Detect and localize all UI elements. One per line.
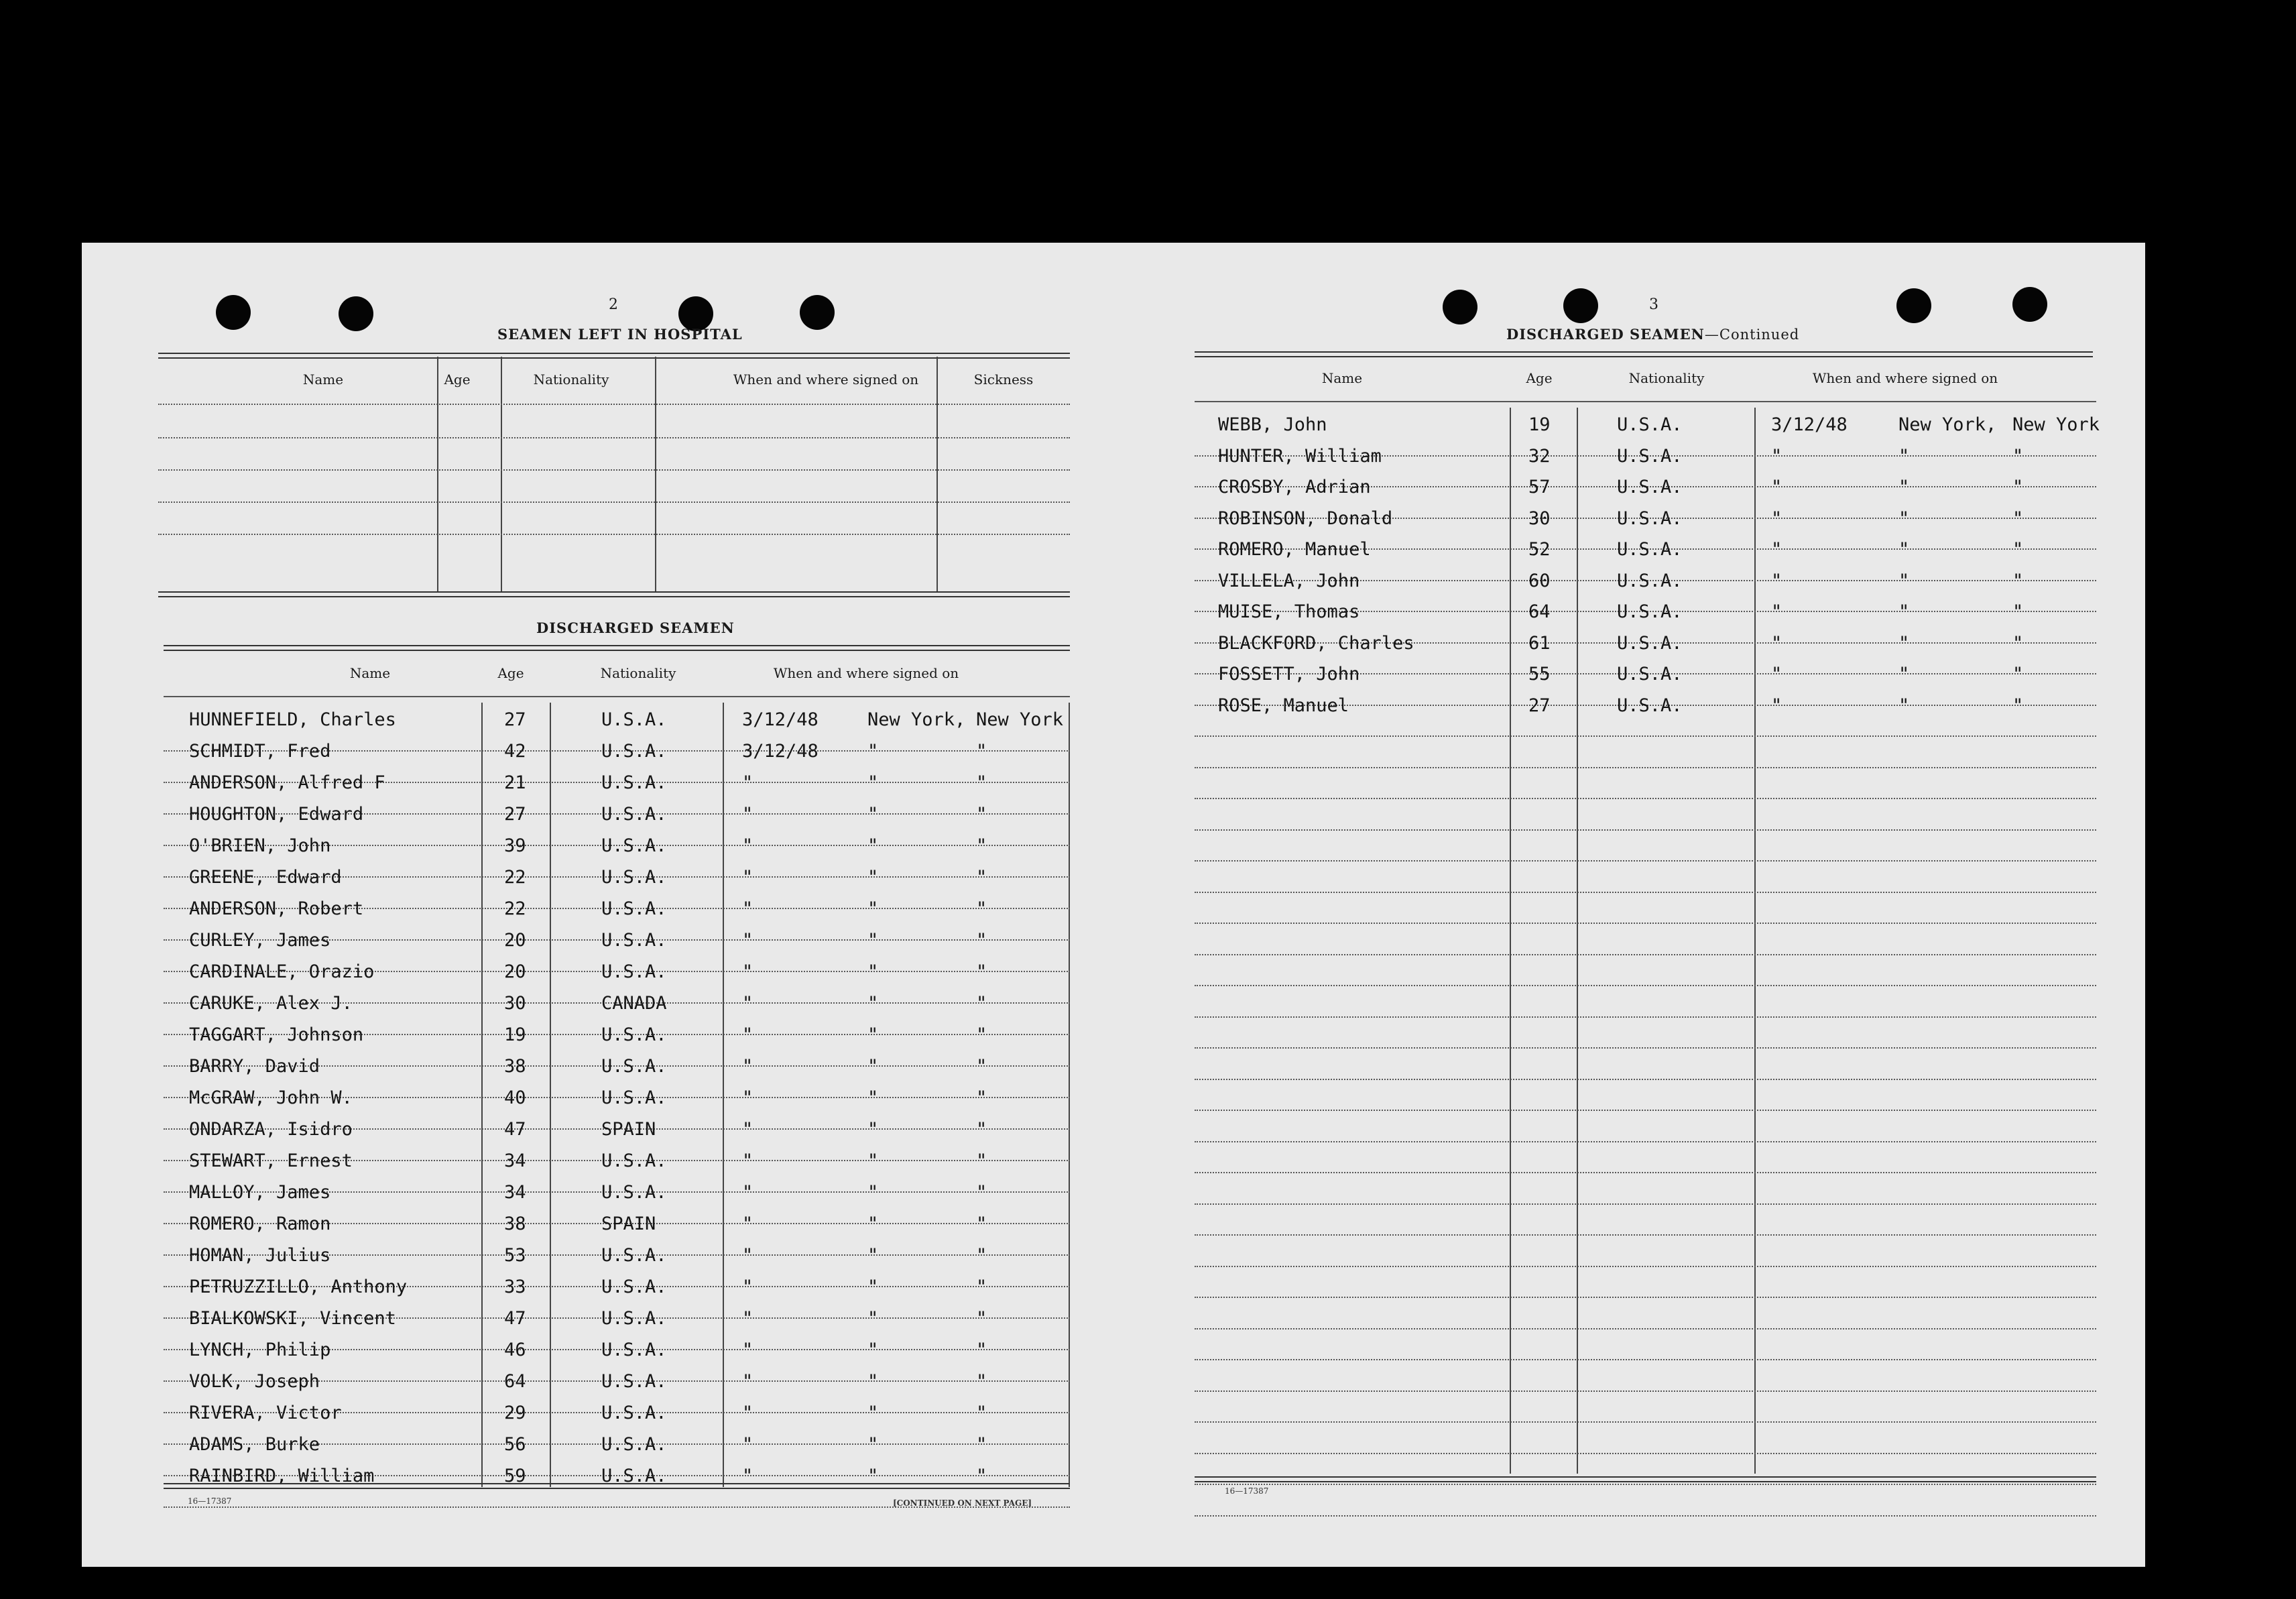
seaman-name: MUISE, Thomas (1218, 601, 1360, 622)
seaman-name: ROSE, Manuel (1218, 695, 1349, 716)
signed-on-place: " (867, 835, 879, 856)
seaman-nationality: U.S.A. (1617, 601, 1683, 622)
seaman-nationality: U.S.A. (601, 804, 667, 825)
seaman-name: BIALKOWSKI, Vincent (189, 1308, 396, 1329)
seaman-nationality: U.S.A. (1617, 445, 1683, 467)
seaman-name: CARUKE, Alex J. (189, 993, 353, 1014)
seaman-nationality: U.S.A. (601, 1024, 667, 1045)
double-rule (158, 353, 1070, 359)
signed-on-place-2: " (976, 1056, 987, 1077)
column-divider (1510, 408, 1511, 1474)
signed-on-date: " (742, 835, 753, 856)
signed-on-place: " (1898, 601, 1910, 622)
signed-on-place: " (867, 1466, 879, 1486)
signed-on-date: " (1771, 445, 1783, 467)
row-line (1195, 1266, 2096, 1267)
signed-on-date: " (742, 1182, 753, 1203)
seaman-name: RIVERA, Victor (189, 1403, 342, 1423)
signed-on-place: " (1898, 539, 1910, 560)
signed-on-place-2: " (976, 1466, 987, 1486)
double-rule (164, 645, 1070, 651)
column-divider (1577, 408, 1578, 1474)
seaman-age: 34 (504, 1182, 526, 1203)
seaman-age: 53 (504, 1245, 526, 1266)
signed-on-date: " (1771, 477, 1783, 497)
seaman-nationality: CANADA (601, 993, 667, 1014)
continued-header-name: Name (1321, 370, 1363, 386)
seaman-age: 47 (504, 1308, 526, 1329)
punch-hole (1443, 290, 1477, 324)
seaman-nationality: U.S.A. (601, 898, 667, 919)
seaman-age: 20 (504, 961, 526, 982)
row-line (1195, 1110, 2096, 1111)
column-divider (936, 357, 938, 591)
form-number: 16—17387 (188, 1496, 232, 1506)
signed-on-date: " (742, 1371, 753, 1392)
seaman-nationality: SPAIN (601, 1213, 656, 1234)
seaman-age: 27 (504, 709, 526, 730)
seaman-age: 47 (504, 1119, 526, 1140)
seaman-name: ANDERSON, Robert (189, 898, 364, 919)
seaman-nationality: U.S.A. (601, 835, 667, 856)
seaman-age: 22 (504, 898, 526, 919)
signed-on-place: New York, (867, 709, 966, 730)
row-line (1195, 923, 2096, 924)
signed-on-place: " (867, 1434, 879, 1455)
header-underline (164, 696, 1070, 697)
document-page (82, 243, 2145, 1567)
seaman-name: BARRY, David (189, 1056, 320, 1077)
seaman-age: 38 (504, 1056, 526, 1077)
seaman-age: 27 (1528, 695, 1551, 716)
seaman-name: ANDERSON, Alfred F (189, 772, 385, 793)
signed-on-place-2: " (2012, 508, 2024, 529)
seaman-name: CARDINALE, Orazio (189, 961, 375, 982)
row-line (1195, 954, 2096, 955)
seaman-name: ROMERO, Ramon (189, 1213, 331, 1234)
seaman-name: HUNTER, William (1218, 445, 1382, 467)
row-line (1195, 1453, 2096, 1454)
signed-on-date: " (742, 1434, 753, 1455)
continued-title-suffix: —Continued (1704, 327, 1800, 343)
seaman-age: 34 (504, 1150, 526, 1171)
hospital-header-signed-on: When and where signed on (733, 371, 919, 388)
signed-on-place: " (867, 1182, 879, 1203)
row-line (1195, 798, 2096, 799)
signed-on-place: " (867, 1119, 879, 1140)
signed-on-place-2: " (976, 930, 987, 951)
double-rule (158, 591, 1070, 597)
row-line (1195, 829, 2096, 831)
row-line (1195, 1390, 2096, 1392)
signed-on-place: " (867, 1308, 879, 1329)
seaman-nationality: U.S.A. (1617, 664, 1683, 685)
seaman-nationality: U.S.A. (1617, 539, 1683, 560)
signed-on-place: " (867, 741, 879, 762)
signed-on-date: " (742, 1466, 753, 1486)
double-rule (1195, 1476, 2096, 1482)
signed-on-date: " (742, 993, 753, 1014)
seaman-age: 42 (504, 741, 526, 762)
seaman-nationality: U.S.A. (1617, 632, 1683, 654)
signed-on-place-2: " (2012, 664, 2024, 685)
signed-on-place-2: " (976, 1245, 987, 1266)
signed-on-date: " (742, 1150, 753, 1171)
seaman-age: 29 (504, 1403, 526, 1423)
signed-on-place: " (867, 1245, 879, 1266)
column-divider (723, 703, 724, 1487)
signed-on-date: " (1771, 664, 1783, 685)
discharged-header-signed-on: When and where signed on (773, 665, 959, 681)
seaman-name: LYNCH, Philip (189, 1340, 331, 1360)
row-line (1195, 1515, 2096, 1517)
row-line (1195, 985, 2096, 986)
page-number: 2 (609, 296, 618, 313)
column-divider (550, 703, 551, 1487)
signed-on-place: " (867, 1150, 879, 1171)
row-line (1195, 1079, 2096, 1080)
seaman-name: ADAMS, Burke (189, 1434, 320, 1455)
signed-on-date: " (1771, 632, 1783, 654)
seaman-name: STEWART, Ernest (189, 1150, 353, 1171)
seaman-name: VILLELA, John (1218, 570, 1360, 591)
signed-on-date: " (742, 1245, 753, 1266)
signed-on-date: " (1771, 601, 1783, 622)
row-line (1195, 1172, 2096, 1173)
seaman-name: RAINBIRD, William (189, 1466, 375, 1486)
signed-on-date: 3/12/48 (1771, 414, 1848, 435)
continued-header-age: Age (1526, 370, 1553, 386)
signed-on-place: " (867, 1087, 879, 1108)
row-line (1195, 1359, 2096, 1360)
signed-on-place-2: " (976, 1434, 987, 1455)
signed-on-date: " (742, 1340, 753, 1360)
signed-on-place: " (867, 1056, 879, 1077)
column-divider (501, 357, 502, 591)
seaman-age: 30 (1528, 508, 1551, 529)
signed-on-date: " (742, 867, 753, 888)
signed-on-date: " (742, 1403, 753, 1423)
seaman-name: McGRAW, John W. (189, 1087, 353, 1108)
hospital-section-title: SEAMEN LEFT IN HOSPITAL (497, 326, 743, 343)
signed-on-place: " (1898, 445, 1910, 467)
signed-on-place-2: " (976, 1119, 987, 1140)
seaman-name: ROBINSON, Donald (1218, 508, 1393, 529)
signed-on-place: " (867, 1403, 879, 1423)
signed-on-place: " (867, 1371, 879, 1392)
signed-on-place-2: " (976, 1182, 987, 1203)
form-number: 16—17387 (1225, 1486, 1269, 1496)
signed-on-place-2: " (976, 772, 987, 793)
signed-on-place-2: " (976, 867, 987, 888)
seaman-name: GREENE, Edward (189, 867, 342, 888)
double-rule (164, 1483, 1070, 1489)
signed-on-place-2: " (976, 993, 987, 1014)
signed-on-place: " (867, 1024, 879, 1045)
signed-on-place-2: " (976, 1308, 987, 1329)
continued-note: [CONTINUED ON NEXT PAGE] (893, 1498, 1032, 1508)
signed-on-place-2: " (976, 741, 987, 762)
row-line (1195, 1016, 2096, 1018)
row-line (1195, 1297, 2096, 1298)
signed-on-date: " (1771, 539, 1783, 560)
seaman-name: CROSBY, Adrian (1218, 477, 1371, 497)
seaman-age: 64 (1528, 601, 1551, 622)
signed-on-date: " (742, 930, 753, 951)
seaman-nationality: U.S.A. (1617, 570, 1683, 591)
seaman-name: PETRUZZILLO, Anthony (189, 1277, 408, 1297)
seaman-age: 20 (504, 930, 526, 951)
hospital-row-line (158, 534, 1070, 535)
discharged-header-name: Name (349, 665, 391, 681)
seaman-nationality: U.S.A. (1617, 477, 1683, 497)
seaman-nationality: U.S.A. (1617, 508, 1683, 529)
row-line (1195, 1141, 2096, 1142)
seaman-nationality: U.S.A. (601, 1150, 667, 1171)
signed-on-date: " (742, 1056, 753, 1077)
hospital-header-age: Age (444, 371, 471, 388)
hospital-row-line (158, 501, 1070, 503)
seaman-age: 46 (504, 1340, 526, 1360)
seaman-nationality: U.S.A. (601, 1245, 667, 1266)
signed-on-place: " (867, 930, 879, 951)
seaman-nationality: U.S.A. (601, 1182, 667, 1203)
seaman-name: HOMAN, Julius (189, 1245, 331, 1266)
signed-on-place-2: " (976, 961, 987, 982)
seaman-age: 19 (504, 1024, 526, 1045)
signed-on-place-2: " (2012, 445, 2024, 467)
seaman-nationality: SPAIN (601, 1119, 656, 1140)
signed-on-place-2: " (976, 1024, 987, 1045)
seaman-age: 56 (504, 1434, 526, 1455)
page-number: 3 (1649, 296, 1658, 313)
seaman-name: HOUGHTON, Edward (189, 804, 364, 825)
signed-on-date: " (1771, 570, 1783, 591)
signed-on-place-2: New York (976, 709, 1064, 730)
seaman-name: O'BRIEN, John (189, 835, 331, 856)
header-underline (1195, 401, 2096, 402)
signed-on-date: " (742, 961, 753, 982)
signed-on-date: " (742, 1308, 753, 1329)
signed-on-date: " (742, 898, 753, 919)
signed-on-date: " (1771, 695, 1783, 716)
seaman-age: 60 (1528, 570, 1551, 591)
seaman-age: 32 (1528, 445, 1551, 467)
row-line (1195, 860, 2096, 862)
signed-on-date: " (742, 1277, 753, 1297)
signed-on-date: " (742, 804, 753, 825)
signed-on-date: " (742, 772, 753, 793)
seaman-nationality: U.S.A. (601, 772, 667, 793)
hospital-row-line (158, 469, 1070, 471)
signed-on-place: " (1898, 477, 1910, 497)
seaman-name: BLACKFORD, Charles (1218, 632, 1414, 654)
row-line (1195, 1203, 2096, 1205)
signed-on-place: " (1898, 632, 1910, 654)
discharged-header-age: Age (497, 665, 524, 681)
continued-section-title (1506, 326, 1799, 343)
signed-on-place-2: " (976, 1277, 987, 1297)
seaman-nationality: U.S.A. (601, 1434, 667, 1455)
signed-on-place-2: " (2012, 539, 2024, 560)
seaman-nationality: U.S.A. (601, 709, 667, 730)
row-line (1195, 1047, 2096, 1049)
punch-hole (2012, 287, 2047, 322)
punch-hole (1896, 288, 1931, 323)
seaman-age: 40 (504, 1087, 526, 1108)
seaman-nationality: U.S.A. (601, 1340, 667, 1360)
column-divider (481, 703, 483, 1487)
signed-on-place-2: " (976, 1403, 987, 1423)
seaman-age: 64 (504, 1371, 526, 1392)
double-rule (1195, 351, 2093, 357)
continued-header-nationality: Nationality (1628, 370, 1705, 386)
seaman-nationality: U.S.A. (601, 1087, 667, 1108)
continued-header-signed-on: When and where signed on (1812, 370, 1998, 386)
seaman-name: CURLEY, James (189, 930, 331, 951)
hospital-header-nationality: Nationality (533, 371, 609, 388)
signed-on-place-2: " (2012, 695, 2024, 716)
row-line (1195, 1421, 2096, 1423)
seaman-nationality: U.S.A. (601, 1371, 667, 1392)
seaman-name: ONDARZA, Isidro (189, 1119, 353, 1140)
column-divider (655, 357, 656, 591)
seaman-name: ROMERO, Manuel (1218, 539, 1371, 560)
seaman-name: HUNNEFIELD, Charles (189, 709, 396, 730)
row-line (1195, 1234, 2096, 1236)
discharged-section-title: DISCHARGED SEAMEN (536, 619, 735, 636)
seaman-nationality: U.S.A. (601, 961, 667, 982)
hospital-row-line (158, 404, 1070, 405)
signed-on-place: " (1898, 664, 1910, 685)
hospital-header-name: Name (302, 371, 344, 388)
signed-on-place: " (1898, 508, 1910, 529)
signed-on-place: " (867, 804, 879, 825)
signed-on-place-2: " (976, 835, 987, 856)
seaman-age: 61 (1528, 632, 1551, 654)
signed-on-place-2: " (976, 804, 987, 825)
signed-on-date: " (1771, 508, 1783, 529)
signed-on-place-2: " (2012, 632, 2024, 654)
seaman-name: SCHMIDT, Fred (189, 741, 331, 762)
signed-on-place: " (867, 898, 879, 919)
punch-hole (1563, 288, 1598, 323)
signed-on-date: " (742, 1024, 753, 1045)
signed-on-place: " (867, 1213, 879, 1234)
row-line (1195, 735, 2096, 737)
seaman-nationality: U.S.A. (601, 930, 667, 951)
seaman-nationality: U.S.A. (601, 1403, 667, 1423)
punch-hole (800, 295, 835, 330)
signed-on-place-2: " (976, 898, 987, 919)
signed-on-place: " (867, 1277, 879, 1297)
signed-on-date: 3/12/48 (742, 741, 819, 762)
seaman-age: 21 (504, 772, 526, 793)
signed-on-place: " (867, 772, 879, 793)
punch-hole (216, 295, 251, 330)
signed-on-place-2: " (2012, 601, 2024, 622)
row-line (1195, 892, 2096, 893)
seaman-nationality: U.S.A. (601, 1308, 667, 1329)
seaman-age: 55 (1528, 664, 1551, 685)
column-divider (437, 357, 438, 591)
seaman-name: MALLOY, James (189, 1182, 331, 1203)
seaman-age: 57 (1528, 477, 1551, 497)
seaman-age: 22 (504, 867, 526, 888)
signed-on-place: " (867, 867, 879, 888)
signed-on-place-2: " (976, 1150, 987, 1171)
signed-on-place-2: " (2012, 570, 2024, 591)
column-divider (1069, 703, 1070, 1487)
continued-title-main: DISCHARGED SEAMEN (1506, 326, 1705, 343)
seaman-name: TAGGART, Johnson (189, 1024, 364, 1045)
seaman-nationality: U.S.A. (1617, 414, 1683, 435)
seaman-name: WEBB, John (1218, 414, 1327, 435)
seaman-name: VOLK, Joseph (189, 1371, 320, 1392)
discharged-header-nationality: Nationality (600, 665, 676, 681)
signed-on-place: " (867, 961, 879, 982)
seaman-age: 38 (504, 1213, 526, 1234)
signed-on-place-2: " (976, 1371, 987, 1392)
seaman-nationality: U.S.A. (601, 1466, 667, 1486)
signed-on-place-2: " (976, 1340, 987, 1360)
signed-on-place: " (867, 1340, 879, 1360)
punch-hole (339, 296, 373, 331)
seaman-age: 52 (1528, 539, 1551, 560)
signed-on-place: " (1898, 570, 1910, 591)
seaman-age: 33 (504, 1277, 526, 1297)
hospital-header-sickness: Sickness (973, 371, 1034, 388)
row-line (1195, 767, 2096, 768)
signed-on-date: " (742, 1087, 753, 1108)
seaman-age: 30 (504, 993, 526, 1014)
signed-on-place-2: " (976, 1087, 987, 1108)
signed-on-place: New York, (1898, 414, 1997, 435)
seaman-age: 39 (504, 835, 526, 856)
signed-on-place: " (867, 993, 879, 1014)
signed-on-place-2: " (976, 1213, 987, 1234)
hospital-row-line (158, 437, 1070, 438)
signed-on-place-2: New York (2012, 414, 2100, 435)
signed-on-place-2: " (2012, 477, 2024, 497)
signed-on-date: " (742, 1213, 753, 1234)
seaman-nationality: U.S.A. (601, 867, 667, 888)
signed-on-date: 3/12/48 (742, 709, 819, 730)
column-divider (1754, 408, 1756, 1474)
seaman-age: 59 (504, 1466, 526, 1486)
row-line (1195, 1484, 2096, 1485)
signed-on-place: " (1898, 695, 1910, 716)
row-line (1195, 1328, 2096, 1329)
seaman-nationality: U.S.A. (601, 741, 667, 762)
seaman-nationality: U.S.A. (601, 1056, 667, 1077)
signed-on-date: " (742, 1119, 753, 1140)
seaman-age: 19 (1528, 414, 1551, 435)
seaman-nationality: U.S.A. (601, 1277, 667, 1297)
seaman-age: 27 (504, 804, 526, 825)
seaman-name: FOSSETT, John (1218, 664, 1360, 685)
seaman-nationality: U.S.A. (1617, 695, 1683, 716)
